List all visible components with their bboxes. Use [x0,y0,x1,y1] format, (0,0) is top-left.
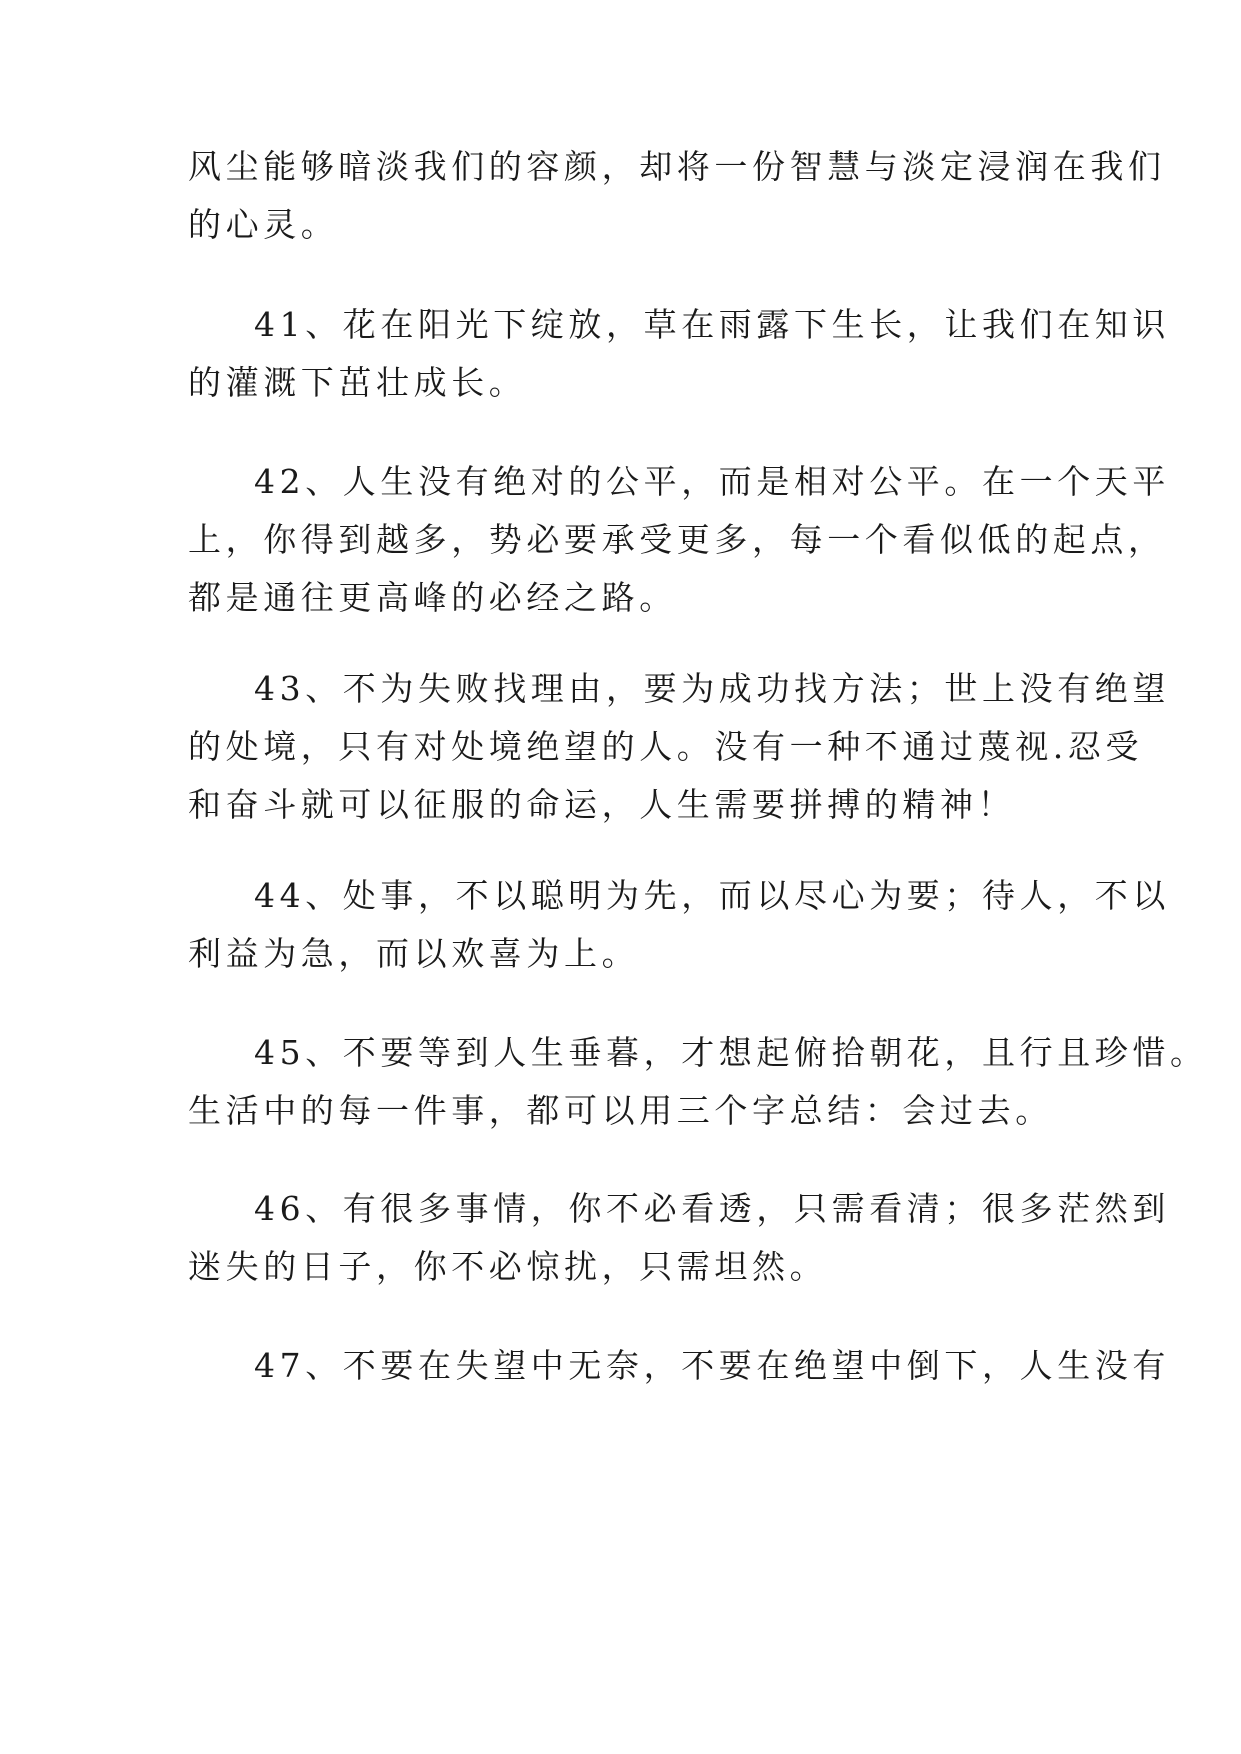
text-line: 43、不为失败找理由，要为成功找方法；世上没有绝望 [254,669,1170,708]
text-line: 上，你得到越多，势必要承受更多，每一个看似低的起点， [188,520,1166,559]
paragraph-42 [188,453,1170,627]
paragraph-47 [188,1337,1170,1395]
paragraph-43 [188,660,1170,834]
text-line: 41、花在阳光下绽放，草在雨露下生长，让我们在知识 [254,305,1170,344]
paragraph-46 [188,1180,1170,1296]
text-line: 42、人生没有绝对的公平，而是相对公平。在一个天平 [254,462,1170,501]
paragraph-40-continuation [188,138,1166,254]
paragraph-44 [188,867,1170,983]
text-line: 47、不要在失望中无奈，不要在绝望中倒下，人生没有 [254,1346,1170,1385]
text-line: 生活中的每一件事，都可以用三个字总结：会过去。 [188,1091,1053,1130]
text-line: 的处境，只有对处境绝望的人。没有一种不通过蔑视.忍受 [188,727,1144,766]
text-line: 的灌溉下茁壮成长。 [188,363,527,402]
text-line: 都是通往更高峰的必经之路。 [188,578,677,617]
text-line: 利益为急，而以欢喜为上。 [188,934,640,973]
text-line: 风尘能够暗淡我们的容颜，却将一份智慧与淡定浸润在我们 [188,147,1166,186]
text-line: 迷失的日子，你不必惊扰，只需坦然。 [188,1247,828,1286]
text-line: 的心灵。 [188,205,339,244]
paragraph-45 [188,1024,1208,1140]
text-line: 46、有很多事情，你不必看透，只需看清；很多茫然到 [254,1189,1170,1228]
text-line: 和奋斗就可以征服的命运，人生需要拼搏的精神！ [188,785,1016,824]
text-line: 45、不要等到人生垂暮，才想起俯拾朝花，且行且珍惜。 [254,1033,1208,1072]
paragraph-41 [188,296,1170,412]
text-line: 44、处事，不以聪明为先，而以尽心为要；待人，不以 [254,876,1170,915]
